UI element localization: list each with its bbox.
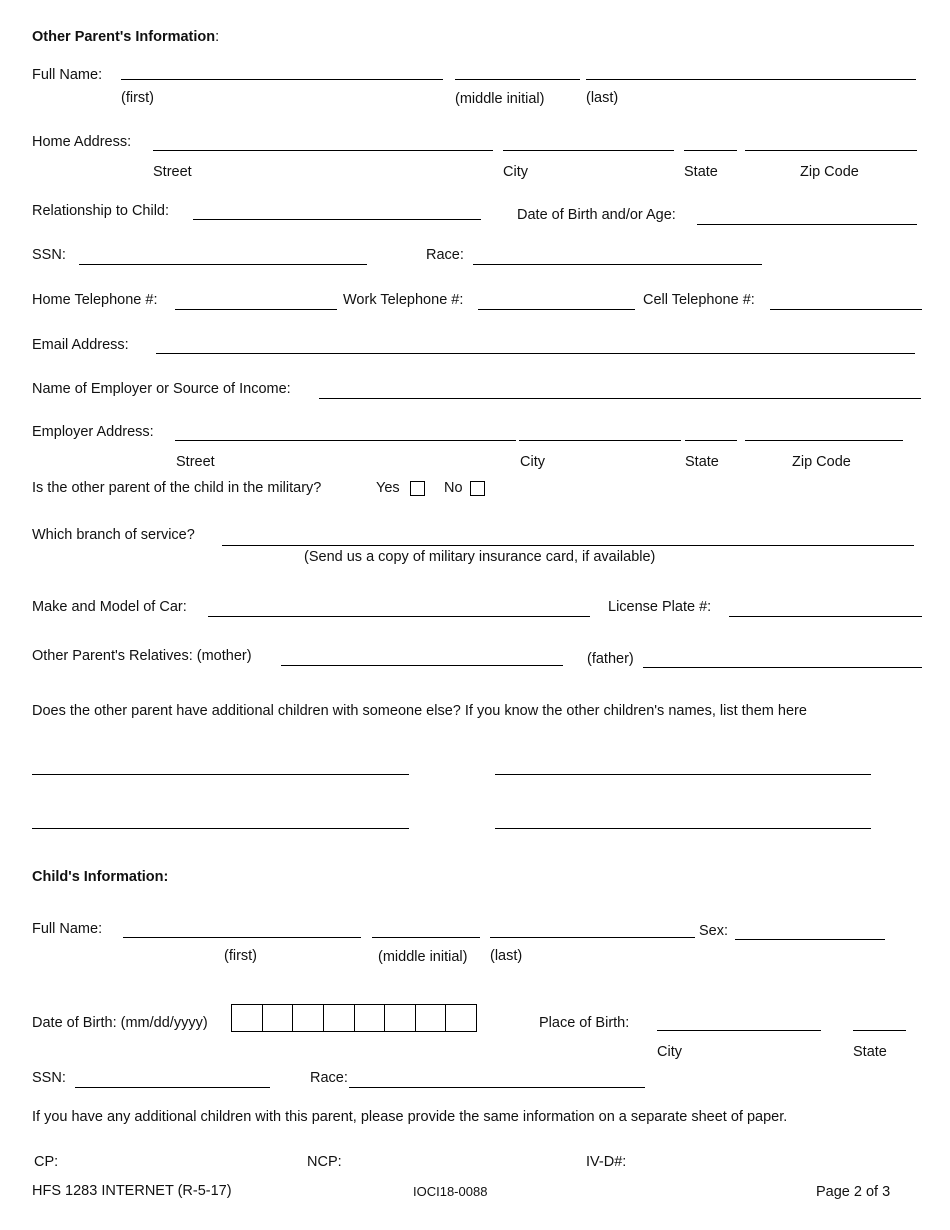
birth-city-line[interactable] [657, 1030, 821, 1031]
doc-code: IOCI18-0088 [413, 1184, 488, 1199]
branch-line[interactable] [222, 545, 914, 546]
other-child-line-2[interactable] [495, 774, 871, 775]
race-label: Race: [426, 247, 464, 263]
home-address-label: Home Address: [32, 134, 132, 150]
home-phone-line[interactable] [175, 309, 337, 310]
car-line[interactable] [208, 616, 590, 617]
work-phone-label: Work Telephone #: [343, 292, 464, 308]
plate-label: License Plate #: [608, 599, 712, 615]
child-last-name-line[interactable] [490, 937, 695, 938]
other-children-question: Does the other parent have additional children with someone else? If you know the other children's names, list them here [32, 703, 807, 719]
additional-children-note: If you have any additional children with this parent, please provide the same information on a separate sheet of paper. [32, 1109, 788, 1125]
father-line[interactable] [643, 667, 922, 668]
cell-phone-line[interactable] [770, 309, 922, 310]
child-race-line[interactable] [349, 1087, 645, 1088]
child-first-caption: (first) [224, 948, 258, 964]
last-caption: (last) [586, 90, 619, 106]
middle-caption: (middle initial) [455, 91, 545, 107]
dob-box[interactable] [385, 1005, 416, 1031]
military-question: Is the other parent of the child in the military? [32, 480, 322, 496]
dob-box[interactable] [355, 1005, 386, 1031]
mother-line[interactable] [281, 665, 563, 666]
full-name-label: Full Name: [32, 67, 103, 83]
child-dob-label: Date of Birth: (mm/dd/yyyy) [32, 1015, 208, 1031]
child-full-name-label: Full Name: [32, 921, 103, 937]
employer-street-line[interactable] [175, 440, 516, 441]
home-city-caption: City [503, 164, 528, 180]
employer-zip-line[interactable] [745, 440, 903, 441]
other-child-line-3[interactable] [32, 828, 409, 829]
other-child-line-4[interactable] [495, 828, 871, 829]
plate-line[interactable] [729, 616, 922, 617]
child-first-name-line[interactable] [123, 937, 361, 938]
ssn-line[interactable] [79, 264, 367, 265]
home-street-caption: Street [153, 164, 192, 180]
race-line[interactable] [473, 264, 762, 265]
email-label: Email Address: [32, 337, 129, 353]
dob-age-line[interactable] [697, 224, 917, 225]
father-label: (father) [587, 651, 634, 667]
employer-street-caption: Street [176, 454, 215, 470]
employer-address-label: Employer Address: [32, 424, 154, 440]
employer-city-caption: City [520, 454, 545, 470]
other-child-line-1[interactable] [32, 774, 409, 775]
employer-line[interactable] [319, 398, 921, 399]
form-id: HFS 1283 INTERNET (R-5-17) [32, 1183, 232, 1199]
child-dob-boxes[interactable] [231, 1004, 477, 1032]
home-zip-caption: Zip Code [800, 164, 859, 180]
military-no-checkbox[interactable] [470, 481, 485, 496]
branch-label: Which branch of service? [32, 527, 195, 543]
place-of-birth-label: Place of Birth: [539, 1015, 630, 1031]
first-caption: (first) [121, 90, 155, 106]
dob-box[interactable] [446, 1005, 476, 1031]
child-middle-caption: (middle initial) [378, 949, 468, 965]
home-city-line[interactable] [503, 150, 674, 151]
relationship-line[interactable] [193, 219, 481, 220]
child-heading: Child's Information: [32, 869, 169, 885]
dob-box[interactable] [324, 1005, 355, 1031]
dob-box[interactable] [263, 1005, 294, 1031]
ssn-label: SSN: [32, 247, 66, 263]
home-state-caption: State [684, 164, 718, 180]
employer-zip-caption: Zip Code [792, 454, 851, 470]
middle-initial-line[interactable] [455, 79, 580, 80]
home-phone-label: Home Telephone #: [32, 292, 158, 308]
dob-age-label: Date of Birth and/or Age: [517, 207, 676, 223]
work-phone-line[interactable] [478, 309, 635, 310]
branch-note: (Send us a copy of military insurance card, if available) [304, 549, 656, 565]
birth-city-caption: City [657, 1044, 682, 1060]
relatives-label: Other Parent's Relatives: (mother) [32, 648, 252, 664]
email-line[interactable] [156, 353, 915, 354]
employer-city-line[interactable] [519, 440, 681, 441]
child-last-caption: (last) [490, 948, 523, 964]
last-name-line[interactable] [586, 79, 916, 80]
ivd-label: IV-D#: [586, 1154, 627, 1170]
dob-box[interactable] [293, 1005, 324, 1031]
ncp-label: NCP: [307, 1154, 342, 1170]
cp-label: CP: [34, 1154, 59, 1170]
employer-state-caption: State [685, 454, 719, 470]
birth-state-line[interactable] [853, 1030, 906, 1031]
cell-phone-label: Cell Telephone #: [643, 292, 755, 308]
child-sex-line[interactable] [735, 939, 885, 940]
first-name-line[interactable] [121, 79, 443, 80]
military-yes-label: Yes [376, 480, 400, 496]
home-zip-line[interactable] [745, 150, 917, 151]
dob-box[interactable] [232, 1005, 263, 1031]
employer-label: Name of Employer or Source of Income: [32, 381, 291, 397]
child-ssn-label: SSN: [32, 1070, 66, 1086]
home-street-line[interactable] [153, 150, 493, 151]
employer-state-line[interactable] [685, 440, 737, 441]
military-yes-checkbox[interactable] [410, 481, 425, 496]
military-no-label: No [444, 480, 463, 496]
birth-state-caption: State [853, 1044, 887, 1060]
relationship-label: Relationship to Child: [32, 203, 170, 219]
dob-box[interactable] [416, 1005, 447, 1031]
child-ssn-line[interactable] [75, 1087, 270, 1088]
car-label: Make and Model of Car: [32, 599, 187, 615]
child-middle-initial-line[interactable] [372, 937, 480, 938]
child-sex-label: Sex: [699, 923, 729, 939]
home-state-line[interactable] [684, 150, 737, 151]
child-race-label: Race: [310, 1070, 348, 1086]
other-parent-heading: Other Parent's Information: [32, 29, 220, 45]
page-number: Page 2 of 3 [816, 1184, 891, 1200]
